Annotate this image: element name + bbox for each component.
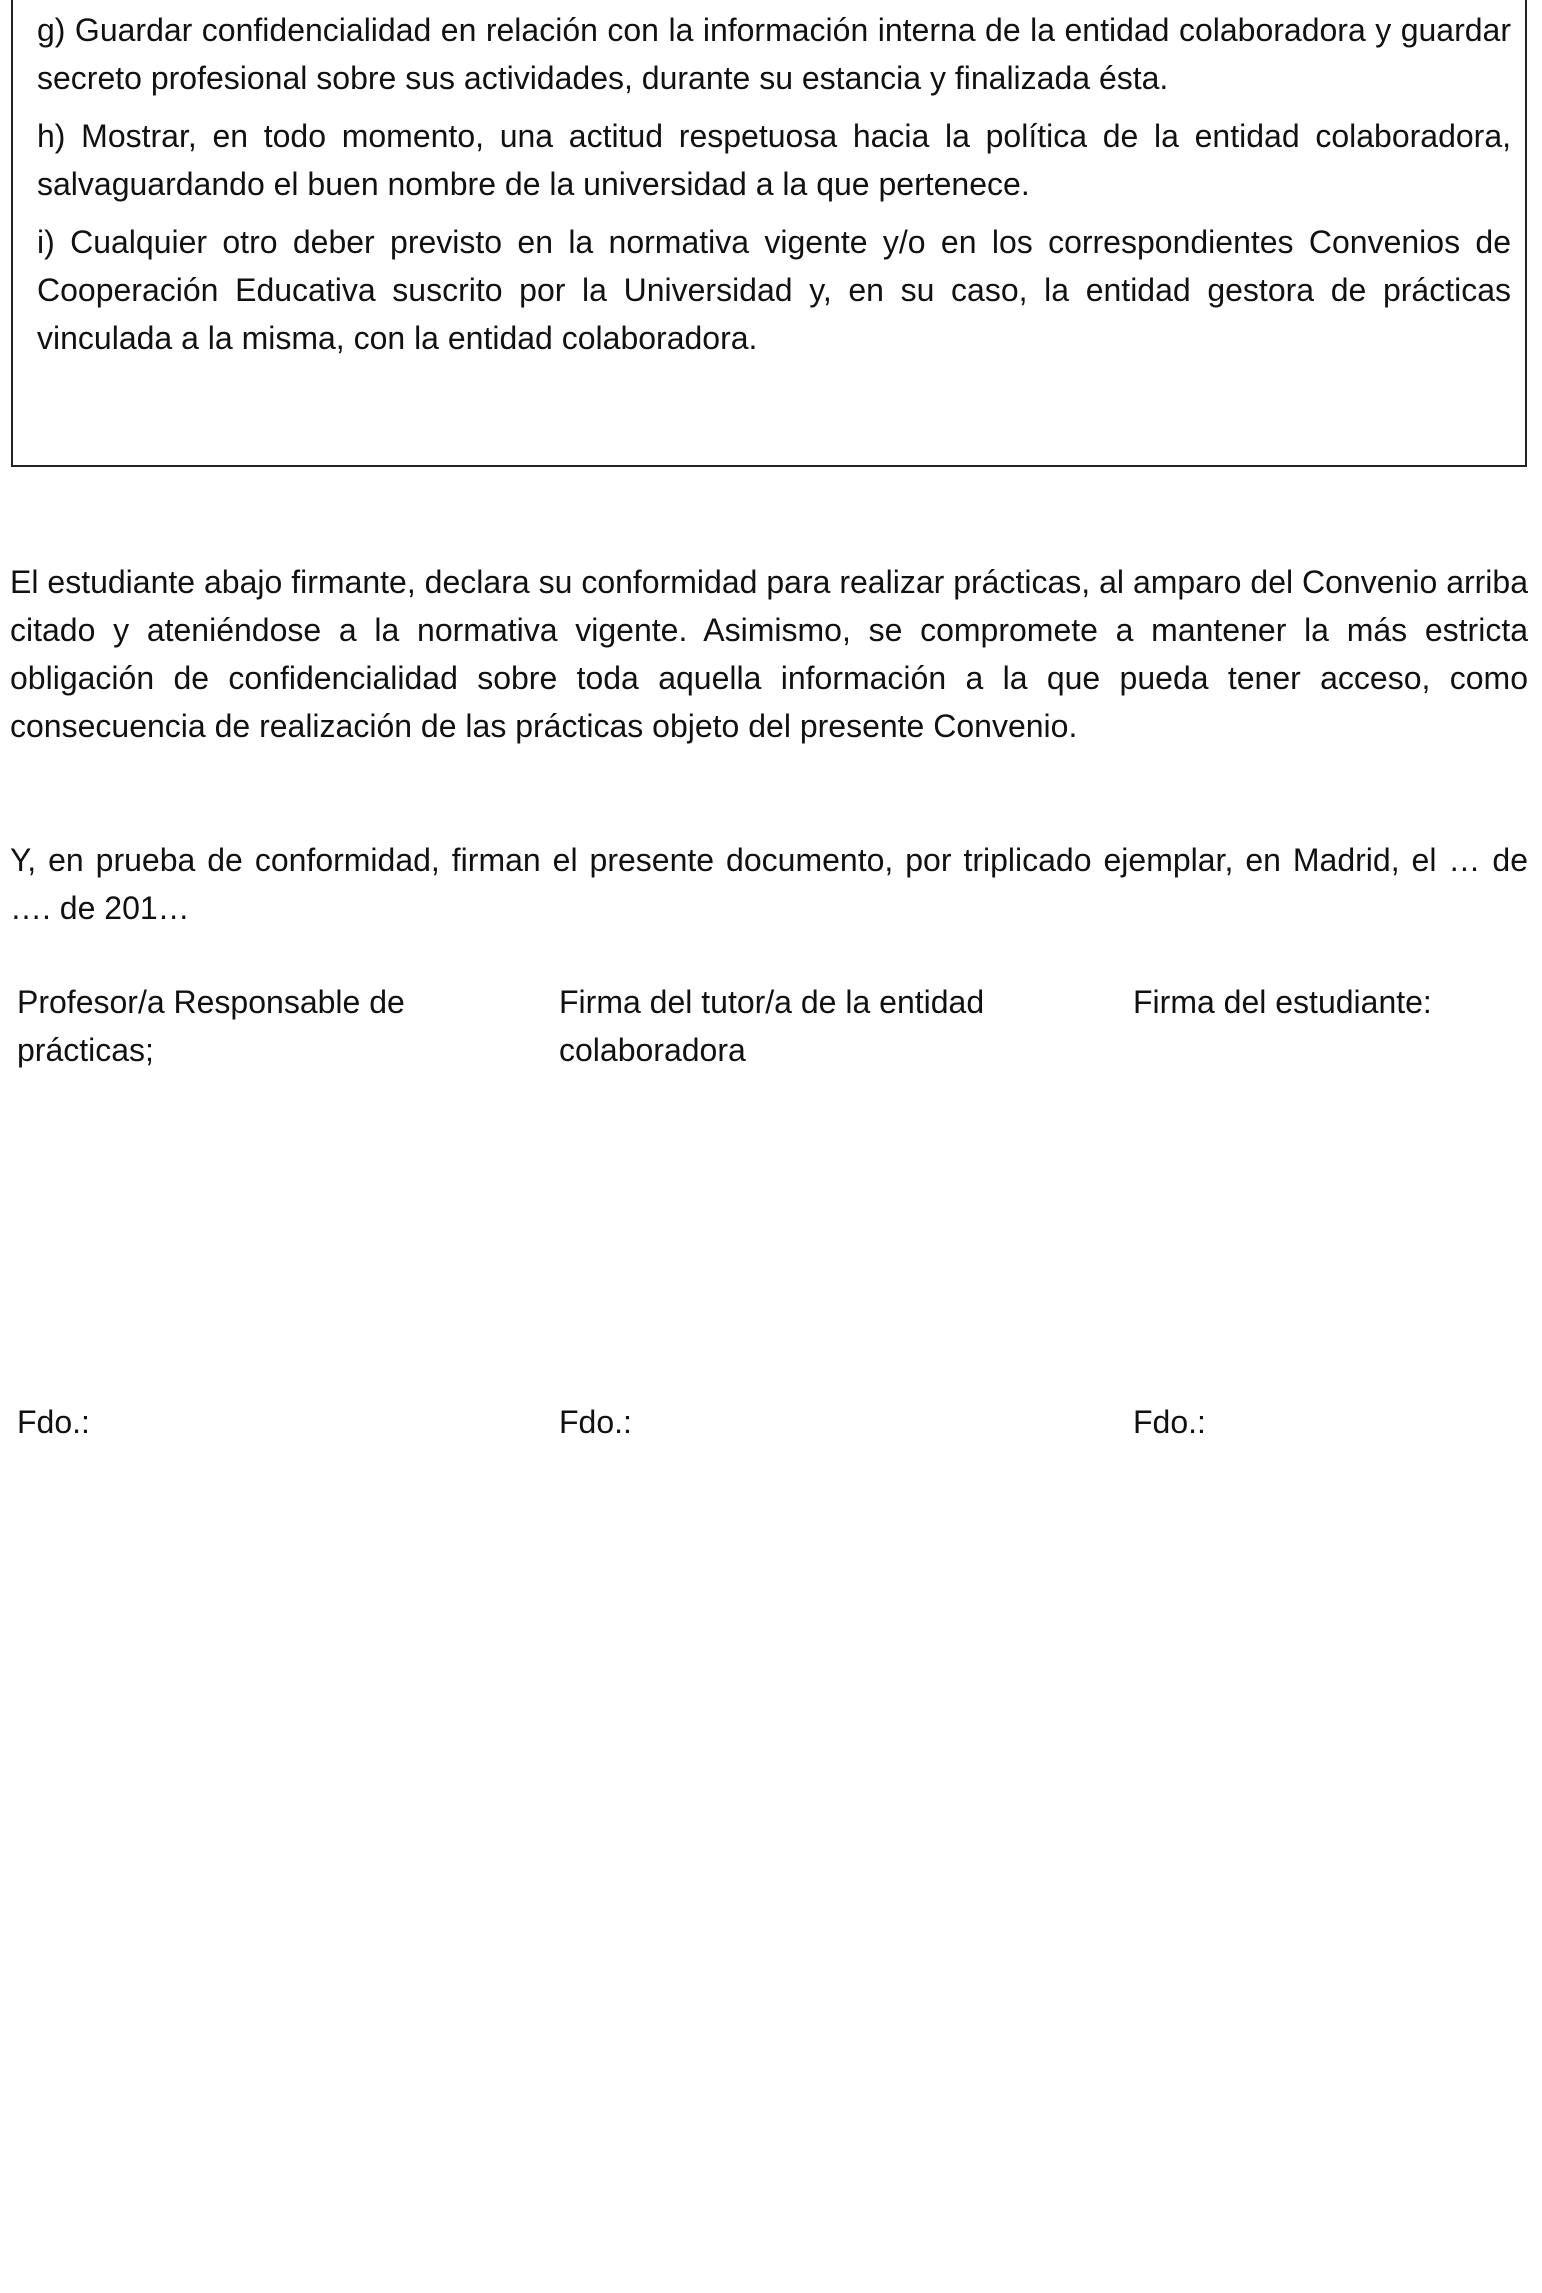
signature-fdo: Fdo.: [559, 1404, 632, 1440]
clause-h: h) Mostrar, en todo momento, una actitud respetuosa hacia la política de la entidad colaboradora, salvaguardando el buen nombre de la universidad a la que pertenece. [37, 118, 1511, 202]
signature-label: Profesor/a Responsable de prácticas; [17, 984, 405, 1068]
declaration-paragraph: El estudiante abajo firmante, declara su conformidad para realizar prácticas, al amparo del Convenio arriba citado y ateniéndose a la normativa vigente. Asimismo, se compromete a mantener la más estricta obligación de confidencialidad sobre toda aquella información a la que pueda tener acceso, como consecuencia de realización de las prácticas objeto del presente Convenio. [10, 564, 1528, 744]
signature-label: Firma del estudiante: [1133, 984, 1432, 1020]
signature-fdo: Fdo.: [1133, 1404, 1206, 1440]
signature-label: Firma del tutor/a de la entidad colaboradora [559, 984, 985, 1068]
signature-fdo: Fdo.: [17, 1404, 90, 1440]
signature-block-student [1133, 978, 1523, 1440]
clause-g: g) Guardar confidencialidad en relación con la información interna de la entidad colaboradora y guardar secreto profesional sobre sus actividades, durante su estancia y finalizada ésta. [37, 12, 1511, 96]
signature-block-professor [17, 978, 477, 1440]
obligations-box [11, 0, 1527, 467]
conformity-paragraph: Y, en prueba de conformidad, firman el presente documento, por triplicado ejemplar, en Madrid, el … de …. de 201… [10, 842, 1528, 926]
clause-i: i) Cualquier otro deber previsto en la normativa vigente y/o en los correspondientes Convenios de Cooperación Educativa suscrito por la Universidad y, en su caso, la entidad gestora de prácticas vinculada a la misma, con la entidad colaboradora. [37, 224, 1511, 356]
signature-block-tutor [559, 978, 1079, 1440]
